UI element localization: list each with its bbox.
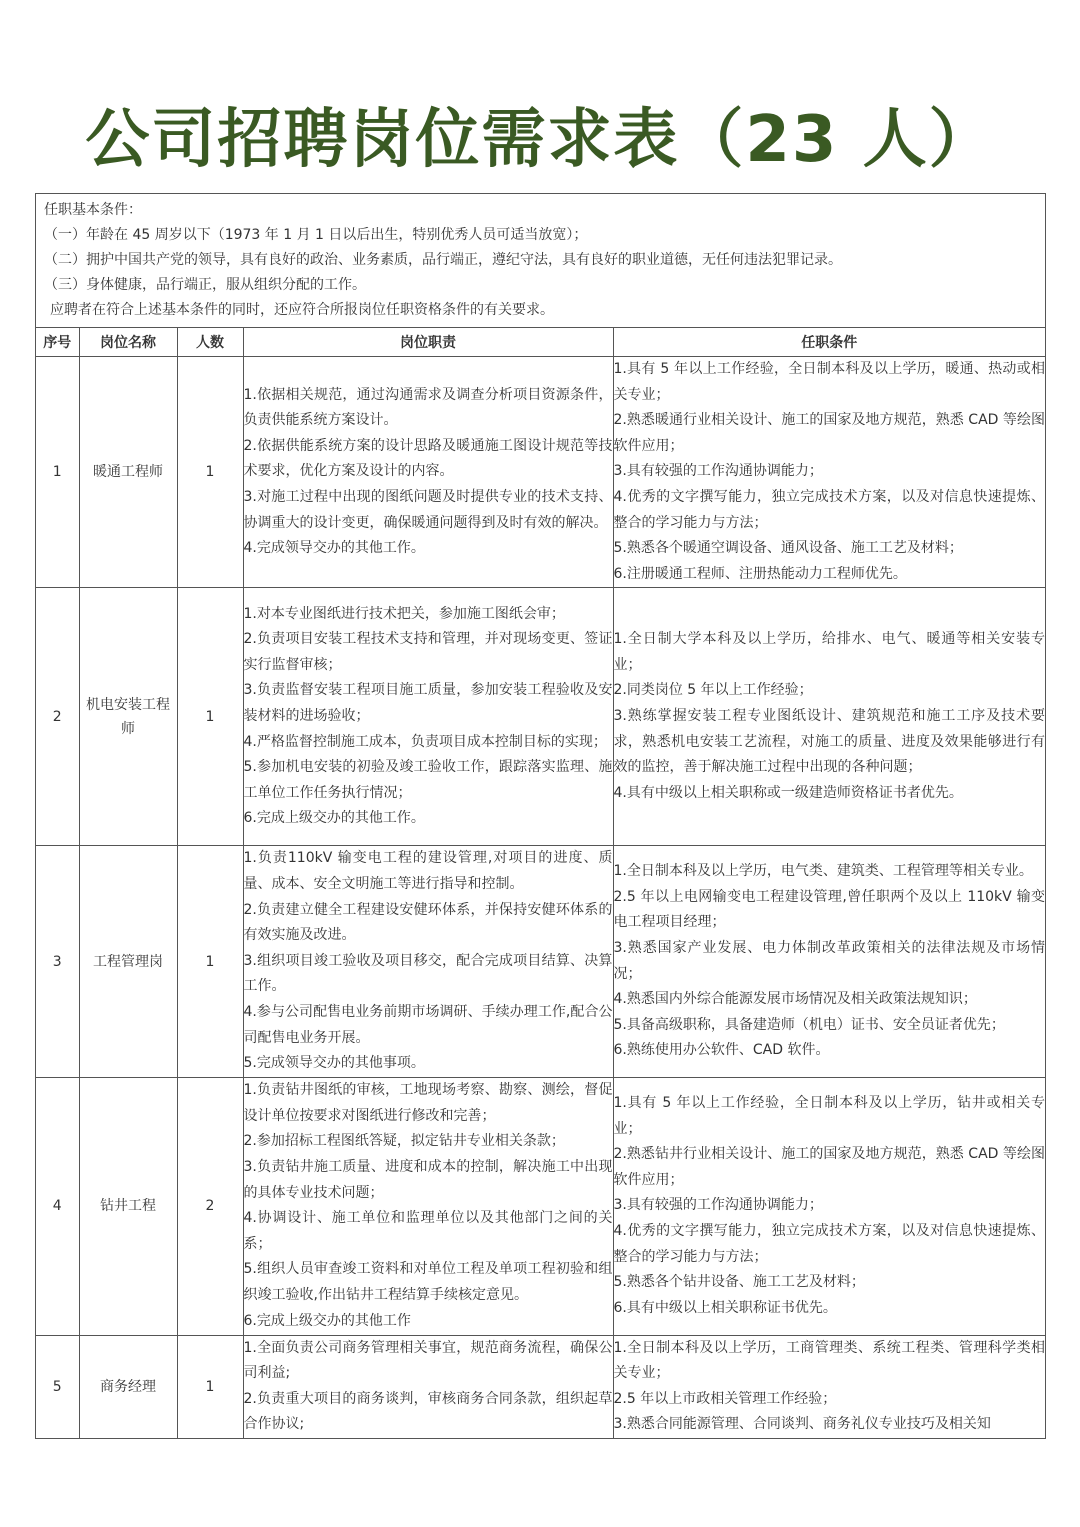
requirement-item: 2.熟悉钻井行业相关设计、施工的国家及地方规范，熟悉 CAD 等绘图软件应用； bbox=[613, 1146, 1045, 1188]
duty-item: 4.参与公司配售电业务前期市场调研、手续办理工作,配合公司配售电业务开展。 bbox=[243, 1003, 613, 1046]
duty-item: 6.完成上级交办的其他工作 bbox=[243, 1312, 411, 1329]
duty-item: 1.全面负责公司商务管理相关事宜，规范商务流程，确保公司利益; bbox=[243, 1339, 613, 1382]
duty-item: 2.参加招标工程图纸答疑，拟定钻井专业相关条款； bbox=[243, 1133, 565, 1150]
basic-conditions bbox=[36, 194, 1045, 328]
requirement-item: 5.熟悉各个暖通空调设备、通风设备、施工工艺及材料； bbox=[613, 540, 963, 557]
row-count: 1 bbox=[177, 846, 243, 1077]
table-row bbox=[36, 846, 1045, 1077]
requirement-item: 6.熟练使用办公软件、CAD 软件。 bbox=[613, 1042, 830, 1059]
row-position: 暖通工程师 bbox=[79, 357, 177, 588]
duty-item: 5.参加机电安装的初验及竣工验收工作，跟踪落实监理、施工单位工作任务执行情况； bbox=[243, 759, 613, 801]
basic-condition-item: （一）年龄在 45 周岁以下（1973 年 1 月 1 日以后出生，特别优秀人员可适当放宽）； bbox=[44, 227, 588, 243]
requirement-item: 2.熟悉暖通行业相关设计、施工的国家及地方规范，熟悉 CAD 等绘图软件应用； bbox=[613, 412, 1045, 454]
basic-condition-item: （二）拥护中国共产党的领导，具有良好的政治、业务素质，品行端正，遵纪守法，具有良好的职业道德，无任何违法犯罪记录。 bbox=[44, 252, 842, 268]
row-requirements bbox=[613, 846, 1045, 1077]
row-position: 商务经理 bbox=[79, 1335, 177, 1438]
row-count: 2 bbox=[177, 1077, 243, 1335]
duty-item: 1.负责110kV 输变电工程的建设管理,对项目的进度、质量、成本、安全文明施工等进行指导和控制。 bbox=[243, 850, 613, 892]
table-row bbox=[36, 1335, 1045, 1438]
duty-item: 4.严格监督控制施工成本，负责项目成本控制目标的实现； bbox=[243, 733, 607, 750]
row-duties bbox=[243, 1335, 613, 1438]
requirement-item: 2.5 年以上市政相关管理工作经验； bbox=[613, 1390, 837, 1407]
requirement-item: 1.具有 5 年以上工作经验，全日制本科及以上学历，钻井或相关专业； bbox=[613, 1095, 1045, 1137]
recruitment-table bbox=[35, 193, 1046, 1439]
row-count: 1 bbox=[177, 1335, 243, 1438]
row-requirements bbox=[613, 357, 1045, 588]
duty-item: 5.完成领导交办的其他事项。 bbox=[243, 1055, 425, 1072]
row-duties bbox=[243, 588, 613, 846]
header-requirements: 任职条件 bbox=[613, 328, 1045, 357]
duty-item: 2.负责建立健全工程建设安健环体系，并保持安健环体系的有效实施及改进。 bbox=[243, 901, 613, 944]
requirement-item: 1.具有 5 年以上工作经验，全日制本科及以上学历，暖通、热动或相关专业； bbox=[613, 361, 1045, 403]
requirement-item: 4.熟悉国内外综合能源发展市场情况及相关政策法规知识； bbox=[613, 991, 977, 1008]
row-no: 1 bbox=[36, 357, 79, 588]
requirement-item: 4.优秀的文字撰写能力，独立完成技术方案，以及对信息快速提炼、整合的学习能力与方法； bbox=[613, 488, 1045, 531]
duty-item: 2.负责项目安装工程技术支持和管理，并对现场变更、签证实行监督审核； bbox=[243, 631, 613, 673]
duty-item: 2.负责重大项目的商务谈判，审核商务合同条款，组织起草合作协议; bbox=[243, 1390, 613, 1433]
duty-item: 3.负责钻井施工质量、进度和成本的控制，解决施工中出现的具体专业技术问题； bbox=[243, 1159, 613, 1201]
requirement-item: 6.具有中级以上相关职称证书优先。 bbox=[613, 1299, 837, 1316]
table-row bbox=[36, 357, 1045, 588]
table-row bbox=[36, 1077, 1045, 1335]
requirement-item: 6.注册暖通工程师、注册热能动力工程师优先。 bbox=[613, 565, 907, 582]
duty-item: 4.完成领导交办的其他工作。 bbox=[243, 540, 425, 557]
requirement-item: 4.优秀的文字撰写能力，独立完成技术方案，以及对信息快速提炼、整合的学习能力与方法； bbox=[613, 1222, 1045, 1265]
row-count: 1 bbox=[177, 588, 243, 846]
duty-item: 3.对施工过程中出现的图纸问题及时提供专业的技术支持、协调重大的设计变更，确保暖通问题得到及时有效的解决。 bbox=[243, 488, 613, 531]
table-row bbox=[36, 588, 1045, 846]
jobs-table bbox=[36, 328, 1045, 1438]
requirement-item: 5.具备高级职称，具备建造师（机电）证书、安全员证者优先； bbox=[613, 1016, 1005, 1033]
requirement-item: 3.具有较强的工作沟通协调能力； bbox=[613, 1197, 823, 1214]
requirement-item: 3.熟悉国家产业发展、电力体制改革政策相关的法律法规及市场情况； bbox=[613, 939, 1045, 982]
basic-condition-item: （三）身体健康，品行端正，服从组织分配的工作。 bbox=[44, 277, 366, 293]
basic-conditions-heading: 任职基本条件： bbox=[44, 202, 142, 218]
requirement-item: 3.熟练掌握安装工程专业图纸设计、建筑规范和施工工序及技术要求，熟悉机电安装工艺流程，对施工的质量、进度及效果能够进行有效的监控，善于解决施工过程中出现的各种问题； bbox=[613, 708, 1045, 776]
requirement-item: 2.同类岗位 5 年以上工作经验； bbox=[613, 682, 813, 699]
row-no: 2 bbox=[36, 588, 79, 846]
row-no: 4 bbox=[36, 1077, 79, 1335]
duty-item: 1.对本专业图纸进行技术把关，参加施工图纸会审； bbox=[243, 605, 565, 622]
table-header-row bbox=[36, 328, 1045, 357]
row-duties bbox=[243, 357, 613, 588]
requirement-item: 3.具有较强的工作沟通协调能力； bbox=[613, 463, 823, 480]
duty-item: 3.组织项目竣工验收及项目移交，配合完成项目结算、决算工作。 bbox=[243, 952, 613, 995]
basic-conditions-note: 应聘者在符合上述基本条件的同时，还应符合所报岗位任职资格条件的有关要求。 bbox=[50, 302, 554, 318]
duty-item: 1.依据相关规范，通过沟通需求及调查分析项目资源条件，负责供能系统方案设计。 bbox=[243, 386, 613, 429]
row-position: 钻井工程 bbox=[79, 1077, 177, 1335]
row-position: 机电安装工程师 bbox=[79, 588, 177, 846]
row-count: 1 bbox=[177, 357, 243, 588]
row-requirements bbox=[613, 588, 1045, 846]
header-position: 岗位名称 bbox=[79, 328, 177, 357]
duty-item: 2.依据供能系统方案的设计思路及暖通施工图设计规范等技术要求，优化方案及设计的内容。 bbox=[243, 437, 613, 480]
duty-item: 6.完成上级交办的其他工作。 bbox=[243, 810, 425, 827]
requirement-item: 1.全日制大学本科及以上学历，给排水、电气、暖通等相关安装专业； bbox=[613, 631, 1045, 673]
row-duties bbox=[243, 846, 613, 1077]
duty-item: 3.负责监督安装工程项目施工质量，参加安装工程验收及安装材料的进场验收； bbox=[243, 682, 613, 725]
duty-item: 4.协调设计、施工单位和监理单位以及其他部门之间的关系； bbox=[243, 1210, 613, 1252]
row-requirements bbox=[613, 1335, 1045, 1438]
requirement-item: 3.熟悉合同能源管理、合同谈判、商务礼仪专业技巧及相关知 bbox=[613, 1416, 991, 1433]
row-no: 5 bbox=[36, 1335, 79, 1438]
requirement-item: 5.熟悉各个钻井设备、施工工艺及材料； bbox=[613, 1274, 865, 1291]
header-no: 序号 bbox=[36, 328, 79, 357]
requirement-item: 1.全日制本科及以上学历，电气类、建筑类、工程管理等相关专业。 bbox=[613, 863, 1033, 880]
duty-item: 5.组织人员审查竣工资料和对单位工程及单项工程初验和组织竣工验收,作出钻井工程结算手续核定意见。 bbox=[243, 1261, 613, 1303]
requirement-item: 4.具有中级以上相关职称或一级建造师资格证书者优先。 bbox=[613, 784, 963, 801]
row-requirements bbox=[613, 1077, 1045, 1335]
requirement-item: 2.5 年以上电网输变电工程建设管理,曾任职两个及以上 110kV 输变电工程项目经理； bbox=[613, 888, 1045, 931]
row-no: 3 bbox=[36, 846, 79, 1077]
page-title: 公司招聘岗位需求表（23 人） bbox=[85, 103, 995, 177]
row-position: 工程管理岗 bbox=[79, 846, 177, 1077]
requirement-item: 1.全日制本科及以上学历，工商管理类、系统工程类、管理科学类相关专业； bbox=[613, 1339, 1045, 1382]
header-duties: 岗位职责 bbox=[243, 328, 613, 357]
header-count: 人数 bbox=[177, 328, 243, 357]
row-duties bbox=[243, 1077, 613, 1335]
duty-item: 1.负责钻井图纸的审核，工地现场考察、勘察、测绘，督促设计单位按要求对图纸进行修改和完善； bbox=[243, 1082, 613, 1124]
